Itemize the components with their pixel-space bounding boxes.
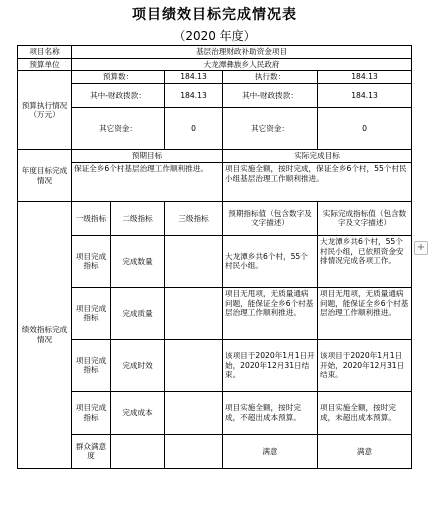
indicator-level3 [165, 434, 223, 468]
budget-amount-row [18, 71, 412, 84]
fiscal-budget-value: 184.13 [165, 84, 223, 108]
budget-amount-label: 预算数： [72, 71, 165, 84]
indicator-expected: 满意 [223, 434, 318, 468]
budget-section-label: 预算执行情况（万元） [18, 71, 72, 150]
indicator-actual: 项目实施全额，按时完成，未超出成本预算。 [318, 391, 412, 434]
fiscal-budget-label: 其中-财政拨款： [72, 84, 165, 108]
col-level1-header: 一级指标 [72, 201, 111, 235]
report-year: （2020 年度） [173, 29, 256, 43]
indicator-row-quantity [18, 235, 412, 287]
indicator-level1: 项目完成指标 [72, 391, 111, 434]
indicator-level2: 完成数量 [111, 235, 165, 287]
annual-section-label: 年度目标完成情况 [18, 150, 72, 202]
annual-actual-header: 实际完成目标 [223, 150, 412, 163]
indicator-actual: 大龙潭乡共6个村，55个村民小组，已依照资金安排情况完成各项工作。 [318, 235, 412, 287]
col-level3-header: 三级指标 [165, 201, 223, 235]
executed-amount-label: 执行数： [223, 71, 318, 84]
project-name-label: 项目名称 [18, 46, 72, 59]
indicator-expected: 项目无甩项，无质量通病问题，能保证全乡6个村基层治理工作顺利推进。 [223, 287, 318, 339]
fiscal-allocation-row [18, 84, 412, 108]
indicator-level3 [165, 287, 223, 339]
indicator-actual: 项目无甩项，无质量通病问题，能保证全乡6个村基层治理工作顺利推进。 [318, 287, 412, 339]
indicator-actual: 满意 [318, 434, 412, 468]
indicator-row-timeliness [18, 339, 412, 391]
other-budget-value: 0 [165, 108, 223, 150]
annual-expected-header: 预期目标 [72, 150, 223, 163]
col-expected-header: 预期指标值（包含数字及文字描述） [223, 201, 318, 235]
fiscal-executed-label: 其中-财政拨款： [223, 84, 318, 108]
indicator-level2: 完成时效 [111, 339, 165, 391]
fiscal-executed-value: 184.13 [318, 84, 412, 108]
indicator-level1: 项目完成指标 [72, 287, 111, 339]
executed-amount-value: 184.13 [318, 71, 412, 84]
other-budget-label: 其它资金： [72, 108, 165, 150]
annual-header-row [18, 150, 412, 163]
indicator-row-cost [18, 391, 412, 434]
budget-amount-value: 184.13 [165, 71, 223, 84]
annual-expected-text: 保证全乡6个村基层治理工作顺利推进。 [72, 162, 223, 201]
performance-table [17, 45, 412, 469]
other-executed-label: 其它资金： [223, 108, 318, 150]
indicator-level2 [111, 434, 165, 468]
indicator-expected: 该项目于2020年1月1日开始，2020年12月31日结束。 [223, 339, 318, 391]
indicator-expected: 大龙潭乡共6个村，55个村民小组。 [223, 235, 318, 287]
col-level2-header: 二级指标 [111, 201, 165, 235]
indicator-level3 [165, 235, 223, 287]
indicator-row-satisfaction [18, 434, 412, 468]
other-executed-value: 0 [318, 108, 412, 150]
performance-section-label: 绩效指标完成情况 [18, 201, 72, 468]
indicator-actual: 该项目于2020年1月1日开始，2020年12月31日结束。 [318, 339, 412, 391]
indicator-expected: 项目实施全额，按时完成，不超出成本预算。 [223, 391, 318, 434]
budget-unit-label: 预算单位 [18, 58, 72, 71]
indicator-level1: 项目完成指标 [72, 235, 111, 287]
indicator-level2: 完成成本 [111, 391, 165, 434]
annual-content-row [18, 162, 412, 201]
budget-unit-value: 大龙潭彝族乡人民政府 [72, 58, 412, 71]
indicator-header-row [18, 201, 412, 235]
col-actual-header: 实际完成指标值（包含数字及文字描述） [318, 201, 412, 235]
indicator-level3 [165, 391, 223, 434]
indicator-level3 [165, 339, 223, 391]
indicator-level2: 完成质量 [111, 287, 165, 339]
indicator-level1: 群众满意度 [72, 434, 111, 468]
other-funds-row [18, 108, 412, 150]
budget-unit-row [18, 58, 412, 71]
report-title: 项目绩效目标完成情况表 [132, 7, 297, 23]
indicator-level1: 项目完成指标 [72, 339, 111, 391]
project-name-row [18, 46, 412, 59]
expand-icon[interactable]: + [414, 241, 428, 255]
project-name-value: 基层治理财政补助资金项目 [72, 46, 412, 59]
indicator-row-quality [18, 287, 412, 339]
annual-actual-text: 项目实施全额，按时完成，保证全乡6个村，55个村民小组基层治理工作顺利推进。 [223, 162, 412, 201]
